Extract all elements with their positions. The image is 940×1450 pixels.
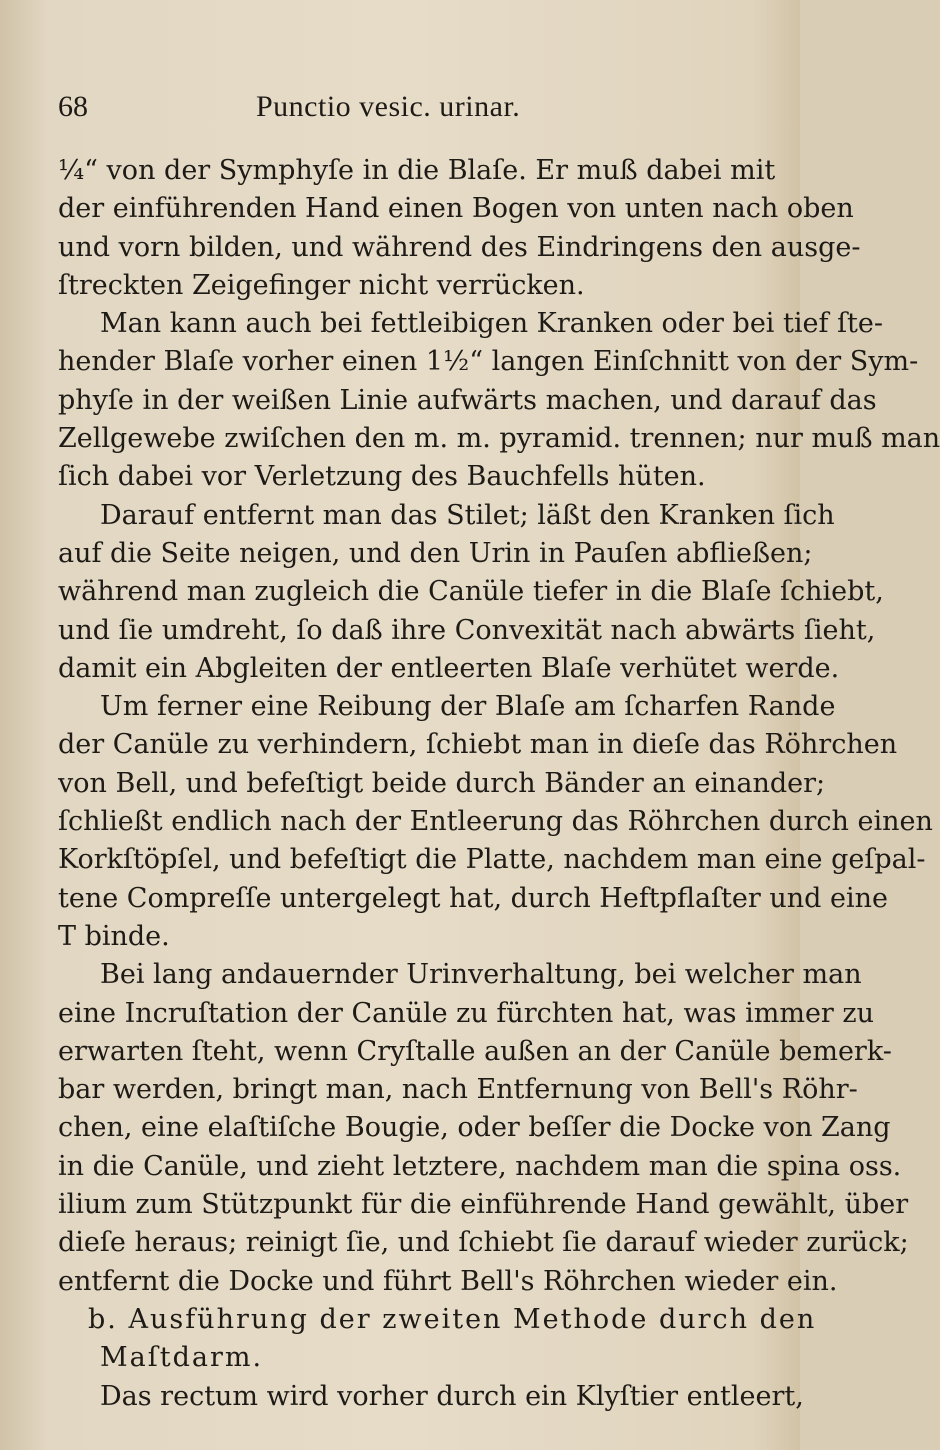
running-title: Punctio vesic. urinar. xyxy=(256,90,521,123)
section-heading: b. Ausführung der zweiten Methode durch den xyxy=(88,1303,817,1335)
text-line: Das rectum wird vorher durch ein Klyſtier entleert, xyxy=(100,1380,804,1412)
text-line: bar werden, bringt man, nach Entfernung von Bell's Röhr- xyxy=(58,1074,858,1106)
text-line: von Bell, und befeſtigt beide durch Bänder an einander; xyxy=(58,767,826,799)
text-line: Man kann auch bei fettleibigen Kranken oder bei tief ſte- xyxy=(100,308,884,340)
page-number: 68 xyxy=(58,90,88,123)
text-line: erwarten ſteht, wenn Cryſtalle außen an der Canüle bemerk- xyxy=(58,1035,892,1067)
text-line: ¼“ von der Symphyſe in die Blaſe. Er muß dabei mit xyxy=(58,155,776,186)
text-line: ſtreckten Zeigefinger nicht verrücken. xyxy=(58,269,585,301)
text-line: Um ferner eine Reibung der Blaſe am ſcharfen Rande xyxy=(100,691,836,723)
text-line: und ſie umdreht, ſo daß ihre Convexität nach abwärts ſieht, xyxy=(58,614,876,646)
text-line: eine Incruſtation der Canüle zu fürchten hat, was immer zu xyxy=(58,997,875,1029)
text-line: während man zugleich die Canüle tiefer in die Blaſe ſchiebt, xyxy=(58,576,884,608)
text-line: entfernt die Docke und führt Bell's Röhrchen wieder ein. xyxy=(58,1265,838,1297)
text-line: ſchließt endlich nach der Entleerung das Röhrchen durch einen xyxy=(58,806,933,838)
section-heading: Maſtdarm. xyxy=(100,1342,264,1374)
text-line: chen, eine elaſtiſche Bougie, oder beſſer die Docke von Zang xyxy=(58,1112,891,1144)
text-line: Zellgewebe zwiſchen den m. m. pyramid. trennen; nur muß man xyxy=(58,423,940,455)
text-line: und vorn bilden, und während des Eindringens den ausge- xyxy=(58,231,861,263)
text-line: Darauf entfernt man das Stilet; läßt den Kranken ſich xyxy=(100,499,835,531)
text-line: Korkſtöpſel, und befeſtigt die Platte, nachdem man eine geſpal- xyxy=(58,844,926,876)
text-line: der einführenden Hand einen Bogen von unten nach oben xyxy=(58,193,854,225)
text-line: ſich dabei vor Verletzung des Bauchfells hüten. xyxy=(58,461,706,493)
text-line: damit ein Abgleiten der entleerten Blaſe verhütet werde. xyxy=(58,652,840,684)
text-line: phyſe in der weißen Linie aufwärts machen, und darauf das xyxy=(58,384,877,416)
body-text xyxy=(58,152,940,1416)
text-line: der Canüle zu verhindern, ſchiebt man in dieſe das Röhrchen xyxy=(58,729,898,761)
text-line: in die Canüle, und zieht letztere, nachdem man die spina oss. xyxy=(58,1150,902,1182)
text-line: Bei lang andauernder Urinverhaltung, bei welcher man xyxy=(100,959,862,991)
text-line: dieſe heraus; reinigt ſie, und ſchiebt ſie darauf wieder zurück; xyxy=(58,1227,909,1259)
text-line: hender Blaſe vorher einen 1½“ langen Einſchnitt von der Sym- xyxy=(58,346,919,378)
text-line: ilium zum Stützpunkt für die einführende Hand gewählt, über xyxy=(58,1189,909,1221)
page-header xyxy=(58,90,760,130)
text-line: auf die Seite neigen, und den Urin in Pauſen abfließen; xyxy=(58,537,813,569)
text-line: T binde. xyxy=(58,920,170,952)
text-line: tene Compreſſe untergelegt hat, durch Heftpflaſter und eine xyxy=(58,882,888,914)
